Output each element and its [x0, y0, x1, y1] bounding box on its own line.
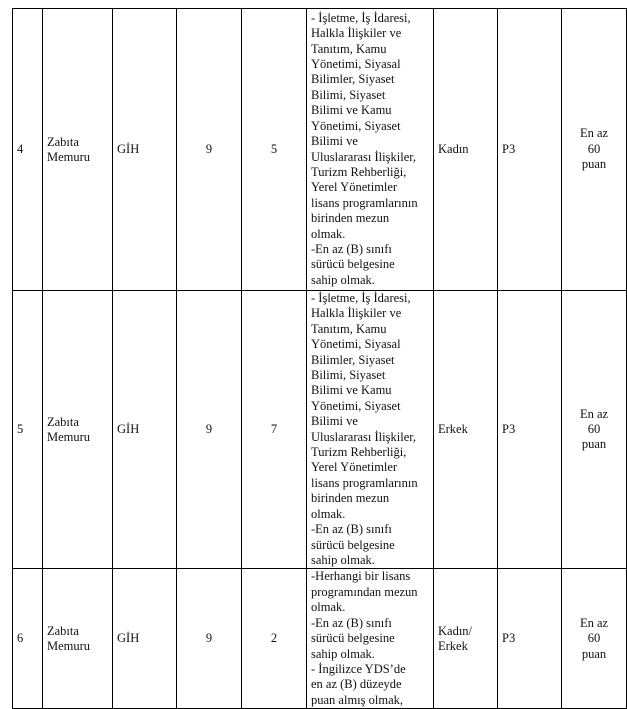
count-cell [242, 291, 307, 569]
requirement-line: Bilimi, Siyaset [311, 87, 386, 102]
min-score-cell [562, 291, 627, 569]
requirement-line: sahip olmak. [311, 646, 375, 661]
requirement-line: sürücü belgesine [311, 631, 395, 646]
count-value: 7 [270, 422, 278, 437]
requirement-line: -En az (B) sınıfı [311, 241, 392, 256]
requirement-line: birinden mezun [311, 491, 390, 506]
position-table [12, 8, 627, 709]
requirement-line: en az (B) düzeyde [311, 677, 402, 692]
position-title-line: Zabıta [47, 414, 79, 429]
requirement-line: Uluslararası İlişkiler, [311, 149, 417, 164]
exam-cell [498, 569, 562, 709]
position-title-line: Memuru [47, 638, 91, 653]
requirements-cell [307, 291, 434, 569]
exam-cell [498, 291, 562, 569]
gender-cell [434, 291, 498, 569]
position-title-cell [43, 9, 113, 291]
position-title-cell [43, 569, 113, 709]
gender-line: Erkek [438, 422, 468, 437]
table-row [13, 291, 627, 569]
degree-value: 9 [205, 422, 213, 437]
requirement-line: - İşletme, İş İdaresi, [311, 291, 411, 305]
requirement-line: Turizm Rehberliği, [311, 445, 407, 460]
row-number-cell [13, 569, 43, 709]
requirement-line: sürücü belgesine [311, 537, 395, 552]
requirement-line: Halkla İlişkiler ve [311, 26, 402, 41]
requirement-line: -En az (B) sınıfı [311, 522, 392, 537]
class-cell [113, 569, 177, 709]
table-row [13, 569, 627, 709]
requirement-line: Yönetimi, Siyaset [311, 398, 401, 413]
min-score-cell [562, 9, 627, 291]
requirements-cell [307, 9, 434, 291]
row-number: 6 [17, 631, 24, 646]
requirement-line: lisans programlarının [311, 195, 418, 210]
requirement-line: Yönetimi, Siyaset [311, 118, 401, 133]
exam-type: P3 [502, 422, 516, 437]
exam-type: P3 [502, 142, 516, 156]
table-row [13, 9, 627, 291]
min-score-line: En az [579, 406, 609, 421]
class-cell [113, 291, 177, 569]
min-score-line: puan [581, 646, 607, 661]
requirement-line: Bilimi ve Kamu [311, 103, 392, 118]
requirement-line: Bilimi, Siyaset [311, 368, 386, 383]
requirement-line: Yönetimi, Siyasal [311, 57, 401, 72]
requirement-line: Yerel Yönetimler [311, 460, 398, 475]
row-number: 4 [17, 142, 24, 156]
requirement-line: Tanıtım, Kamu [311, 41, 387, 56]
position-title-line: Zabıta [47, 623, 79, 638]
min-score-line: En az [579, 615, 609, 630]
row-number-cell [13, 291, 43, 569]
gender-line: Erkek [438, 638, 468, 653]
requirement-line: -Herhangi bir lisans [311, 569, 411, 584]
min-score-cell [562, 569, 627, 709]
gender-line: Kadın [438, 142, 469, 156]
requirement-line: olmak. [311, 600, 346, 615]
degree-cell [177, 291, 242, 569]
class-code: GİH [117, 631, 140, 646]
requirement-line: Yönetimi, Siyasal [311, 337, 401, 352]
count-cell [242, 569, 307, 709]
gender-cell [434, 9, 498, 291]
degree-value: 9 [205, 142, 213, 156]
requirement-line: sahip olmak. [311, 272, 375, 287]
requirement-line: puan almış olmak, [311, 692, 403, 707]
requirement-line: -En az (B) sınıfı [311, 615, 392, 630]
gender-line: Kadın/ [438, 623, 473, 638]
requirement-line: Bilimi ve Kamu [311, 383, 392, 398]
position-table-body [13, 9, 627, 709]
requirement-line: olmak. [311, 506, 346, 521]
count-value: 5 [270, 142, 278, 156]
requirement-line: birinden mezun [311, 211, 390, 226]
gender-cell [434, 569, 498, 709]
requirement-line: - İşletme, İş İdaresi, [311, 10, 411, 25]
position-title-cell [43, 291, 113, 569]
requirement-line: Halkla İlişkiler ve [311, 306, 402, 321]
requirement-line: programından mezun [311, 584, 418, 599]
position-title-line: Zabıta [47, 134, 79, 149]
requirement-line: Bilimi ve [311, 414, 358, 429]
min-score-line: puan [581, 437, 607, 452]
requirement-line: Bilimler, Siyaset [311, 72, 395, 87]
class-cell [113, 9, 177, 291]
min-score-line: 60 [587, 631, 601, 646]
degree-value: 9 [205, 631, 213, 646]
class-code: GİH [117, 142, 140, 156]
requirement-line: lisans programlarının [311, 475, 418, 490]
degree-cell [177, 9, 242, 291]
requirement-line: sahip olmak. [311, 552, 375, 567]
requirement-line: Yerel Yönetimler [311, 180, 398, 195]
min-score-line: 60 [587, 141, 601, 156]
exam-type: P3 [502, 631, 516, 646]
position-title-line: Memuru [47, 149, 91, 164]
requirement-line: Tanıtım, Kamu [311, 321, 387, 336]
count-value: 2 [270, 631, 278, 646]
exam-cell [498, 9, 562, 291]
requirement-line: Uluslararası İlişkiler, [311, 429, 417, 444]
class-code: GİH [117, 422, 140, 437]
requirement-line: Bilimler, Siyaset [311, 352, 395, 367]
requirement-line: olmak. [311, 226, 346, 241]
requirement-line: Turizm Rehberliği, [311, 164, 407, 179]
row-number-cell [13, 9, 43, 291]
requirements-cell [307, 569, 434, 709]
row-number: 5 [17, 422, 24, 437]
requirement-line: - İngilizce YDS’de [311, 661, 406, 676]
degree-cell [177, 569, 242, 709]
min-score-line: En az [579, 126, 609, 141]
count-cell [242, 9, 307, 291]
min-score-line: 60 [587, 421, 601, 436]
position-title-line: Memuru [47, 429, 91, 444]
requirement-line: Bilimi ve [311, 134, 358, 149]
requirement-line: sürücü belgesine [311, 257, 395, 272]
min-score-line: puan [581, 157, 607, 172]
